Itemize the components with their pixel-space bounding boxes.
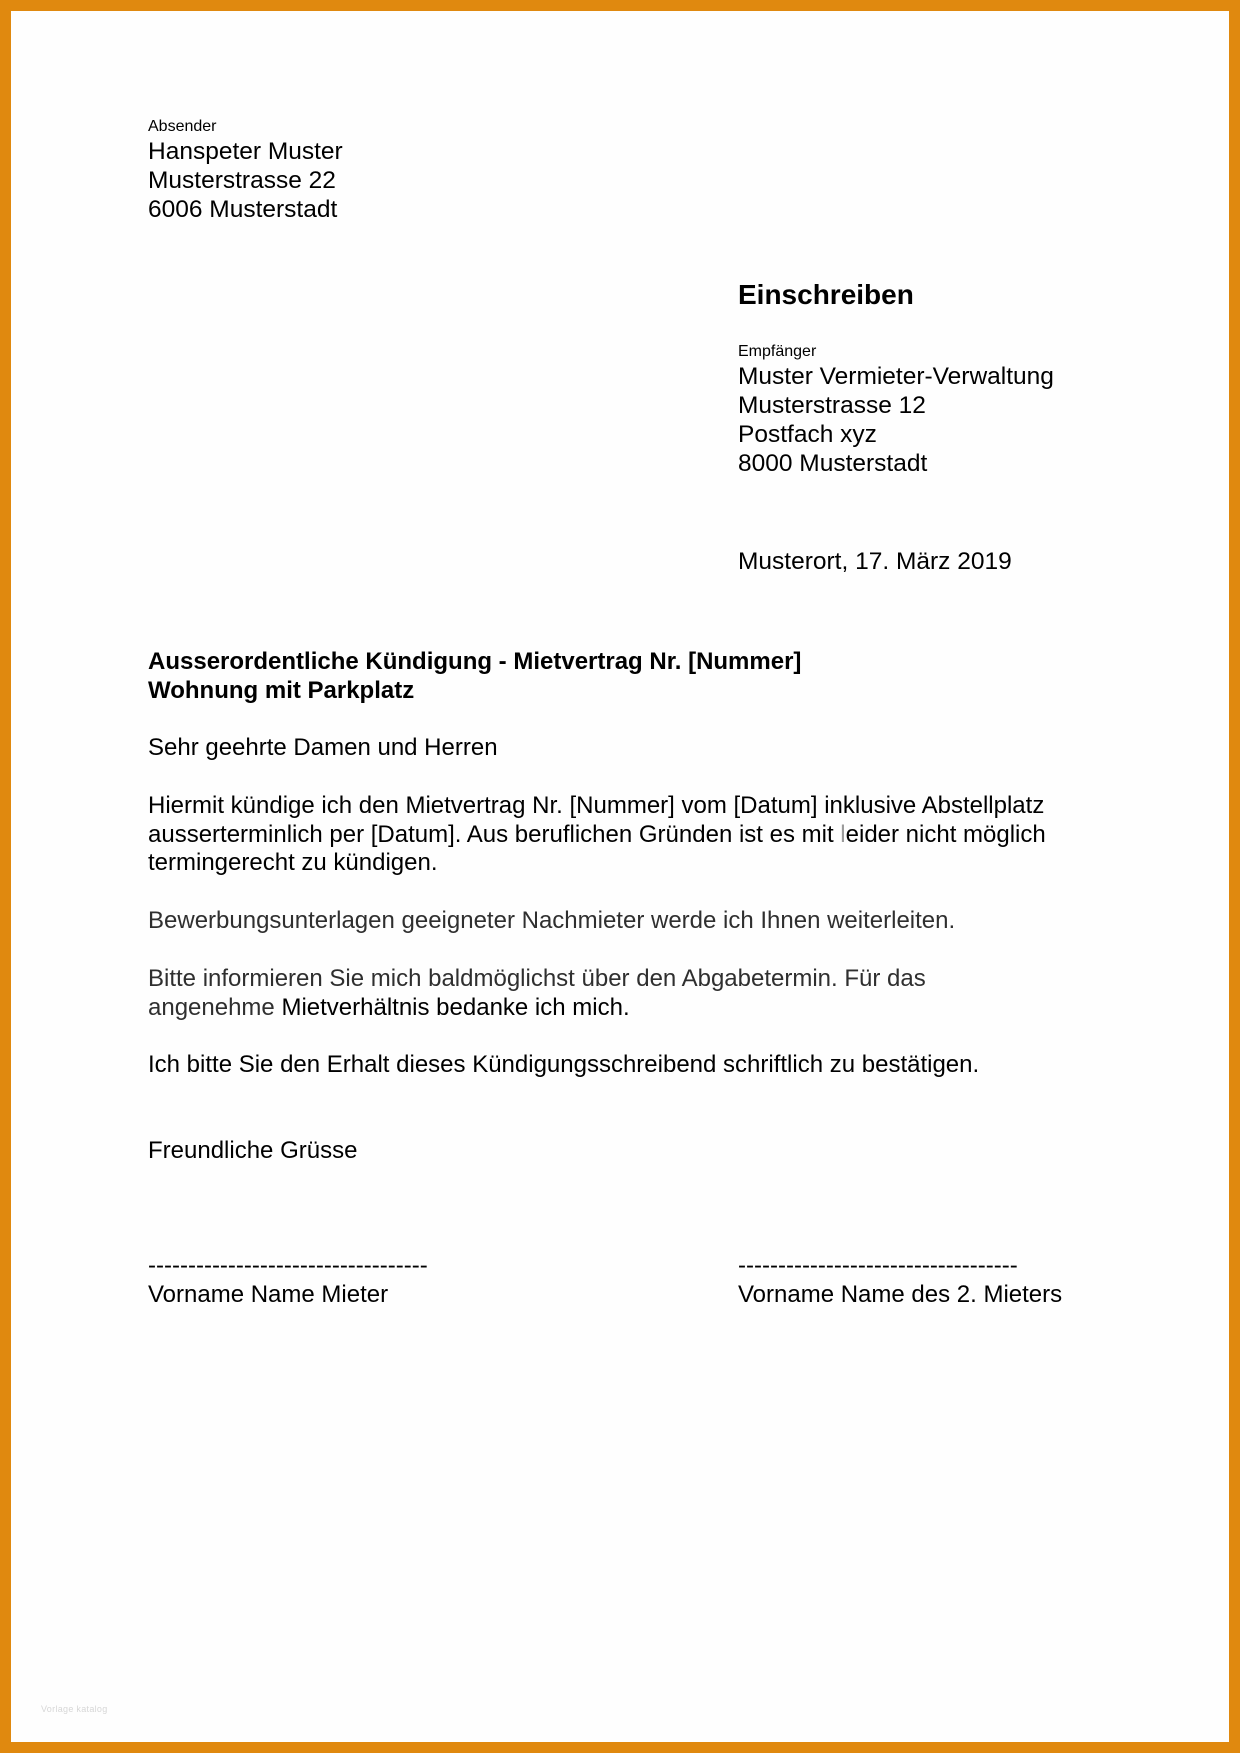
body-paragraph-1-line-2-b: l — [840, 820, 846, 848]
sender-block — [148, 117, 343, 224]
signature-left — [148, 1252, 428, 1309]
closing: Freundliche Grüsse — [148, 1137, 358, 1164]
watermark: Vorlage katalog — [41, 1704, 108, 1714]
date-line: Musterort, 17. März 2019 — [738, 548, 1012, 575]
body-paragraph-1 — [148, 792, 1108, 878]
recipient-label: Empfänger — [738, 343, 817, 360]
delivery-method-heading: Einschreiben — [738, 279, 914, 310]
body-paragraph-2: Bewerbungsunterlagen geeigneter Nachmieter werde ich Ihnen weiterleiten. — [148, 907, 956, 934]
subject-line-1: Ausserordentliche Kündigung - Mietvertrag Nr. [Nummer] — [148, 648, 802, 675]
recipient-po-box: Postfach xyz — [738, 421, 877, 448]
body-paragraph-1-line-2-c: eider nicht möglich — [845, 820, 1046, 848]
signature-name-right: Vorname Name des 2. Mieters — [738, 1280, 1063, 1308]
recipient-city: 8000 Musterstadt — [738, 450, 928, 477]
body-paragraph-3-line-2-b: Mietverhältnis bedanke ich mich. — [281, 993, 630, 1021]
body-paragraph-3-line-2-a: angenehme — [148, 993, 282, 1021]
body-paragraph-3-line-1: Bitte informieren Sie mich baldmöglichst über den Abgabetermin. Für das — [148, 965, 926, 992]
subject-line-2: Wohnung mit Parkplatz — [148, 676, 415, 704]
sender-city: 6006 Musterstadt — [148, 196, 338, 223]
body-paragraph-4: Ich bitte Sie den Erhalt dieses Kündigungsschreibend schriftlich zu bestätigen. — [148, 1051, 980, 1078]
signature-line-right: ----------------------------------- — [738, 1252, 1018, 1279]
signature-name-left: Vorname Name Mieter — [148, 1280, 389, 1308]
signature-line-left: ----------------------------------- — [148, 1252, 428, 1279]
body-paragraph-3 — [148, 965, 1108, 1022]
body-paragraph-1-line-2 — [148, 821, 1108, 850]
sender-name: Hanspeter Muster — [148, 138, 343, 165]
sender-street: Musterstrasse 22 — [148, 167, 336, 194]
body-paragraph-1-line-3: termingerecht zu kündigen. — [148, 849, 438, 876]
signature-right — [738, 1252, 1062, 1309]
recipient-block — [738, 342, 1054, 478]
body-paragraph-1-line-2-a: ausserterminlich per [Datum]. Aus beruflichen Gründen ist es mit — [148, 820, 841, 848]
recipient-street: Musterstrasse 12 — [738, 392, 926, 419]
salutation: Sehr geehrte Damen und Herren — [148, 734, 498, 761]
body-paragraph-3-line-2 — [148, 994, 1108, 1023]
recipient-name: Muster Vermieter-Verwaltung — [738, 363, 1054, 390]
subject-block — [148, 648, 801, 705]
letter-page — [11, 11, 1229, 1742]
sender-label: Absender — [148, 118, 217, 135]
body-paragraph-1-line-1: Hiermit kündige ich den Mietvertrag Nr. [Nummer] vom [Datum] inklusive Abstellplatz — [148, 792, 1045, 819]
